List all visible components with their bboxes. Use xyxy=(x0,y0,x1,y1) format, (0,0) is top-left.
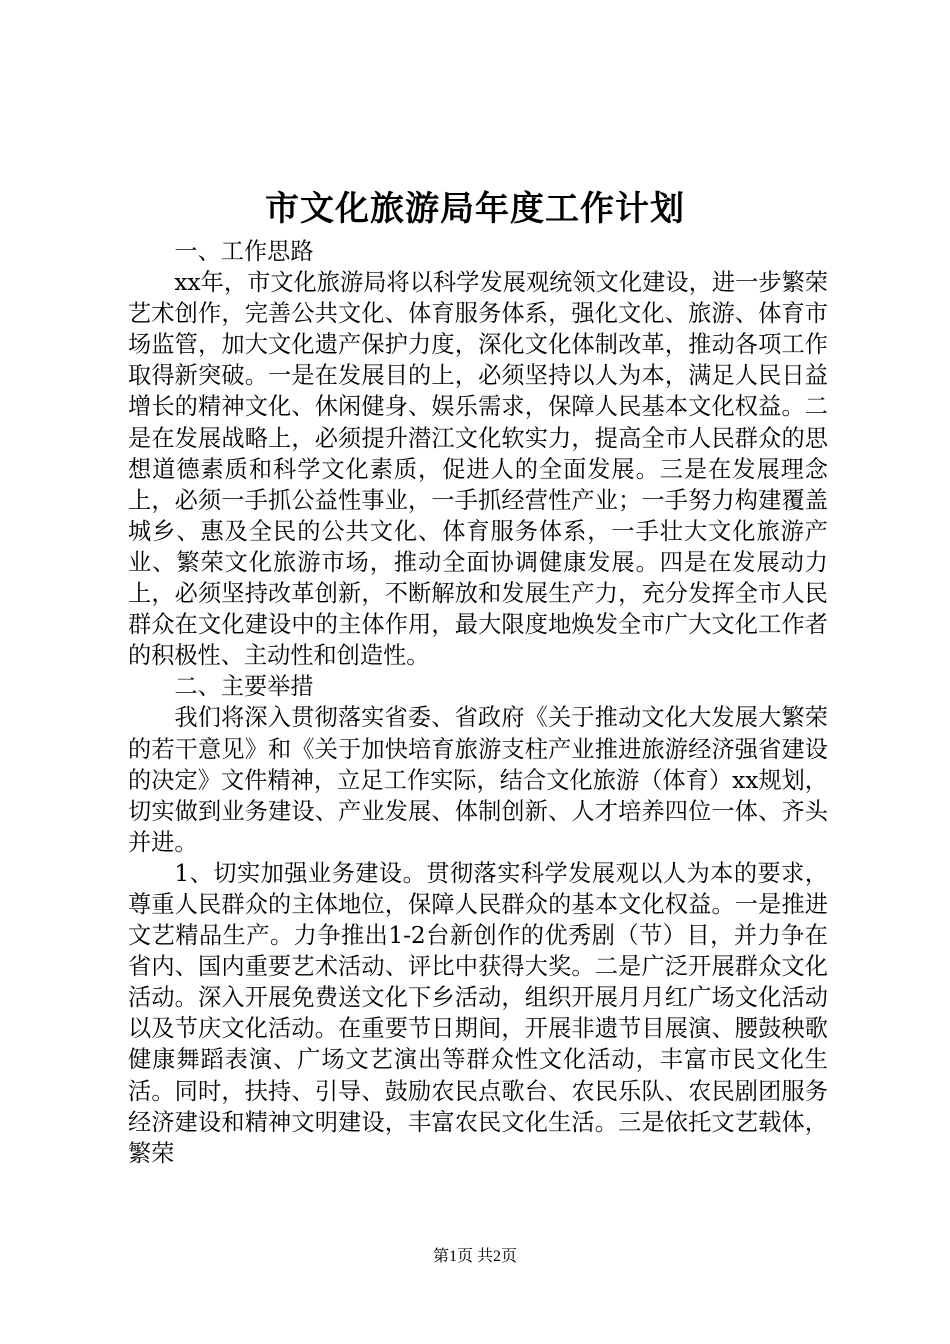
section-heading-work-approach: 一、工作思路 xyxy=(174,238,314,265)
paragraph-work-approach: xx年，市文化旅游局将以科学发展观统领文化建设，进一步繁荣艺术创作，完善公共文化、体育服务体系，强化文化、旅游、体育市场监管，加大文化遗产保护力度，深化文化体制改革，推动各项工作取得新突破。一是在发展目的上，必须坚持以人为本，满足人民日益增长的精神文化、休闲健身、娱乐需求，保障人民基本文化权益。二是在发展战略上，必须提升潜江文化软实力，提高全市人民群众的思想道德素质和科学文化素质，促进人的全面发展。三是在发展理念上，必须一手抓公益性事业，一手抓经营性产业；一手努力构建覆盖城乡、惠及全民的公共文化、体育服务体系，一手壮大文化旅游产业、繁荣文化旅游市场，推动全面协调健康发展。四是在发展动力上，必须坚持改革创新，不断解放和发展生产力，充分发挥全市人民群众在文化建设中的主体作用，最大限度地焕发全市广大文化工作者的积极性、主动性和创造性。 xyxy=(128,269,828,670)
document-body xyxy=(128,236,828,1169)
paragraph-main-measures: 我们将深入贯彻落实省委、省政府《关于推动文化大发展大繁荣的若干意见》和《关于加快培育旅游支柱产业推进旅游经济强省建设的决定》文件精神，立足工作实际，结合文化旅游（体育）xx规划，切实做到业务建设、产业发展、体制创新、人才培养四位一体、齐头并进。 xyxy=(128,704,828,856)
document-title: 市文化旅游局年度工作计划 xyxy=(265,189,685,229)
section-heading-main-measures: 二、主要举措 xyxy=(174,673,314,701)
page-footer: 第1页 共2页 xyxy=(432,1248,517,1265)
paragraph-business-construction: 1、切实加强业务建设。贯彻落实科学发展观以人为本的要求，尊重人民群众的主体地位，保障人民群众的基本文化权益。一是推进文艺精品生产。力争推出1-2台新创作的优秀剧（节）目，并力争在省内、国内重要艺术活动、评比中获得大奖。二是广泛开展群众文化活动。深入开展免费送文化下乡活动，组织开展月月红广场文化活动以及节庆文化活动。在重要节日期间，开展非遗节目展演、腰鼓秧歌健康舞蹈表演、广场文艺演出等群众性文化活动，丰富市民文化生活。同时，扶持、引导、鼓励农民点歌台、农民乐队、农民剧团服务经济建设和精神文明建设，丰富农民文化生活。三是依托文艺载体，繁荣 xyxy=(128,859,828,1167)
